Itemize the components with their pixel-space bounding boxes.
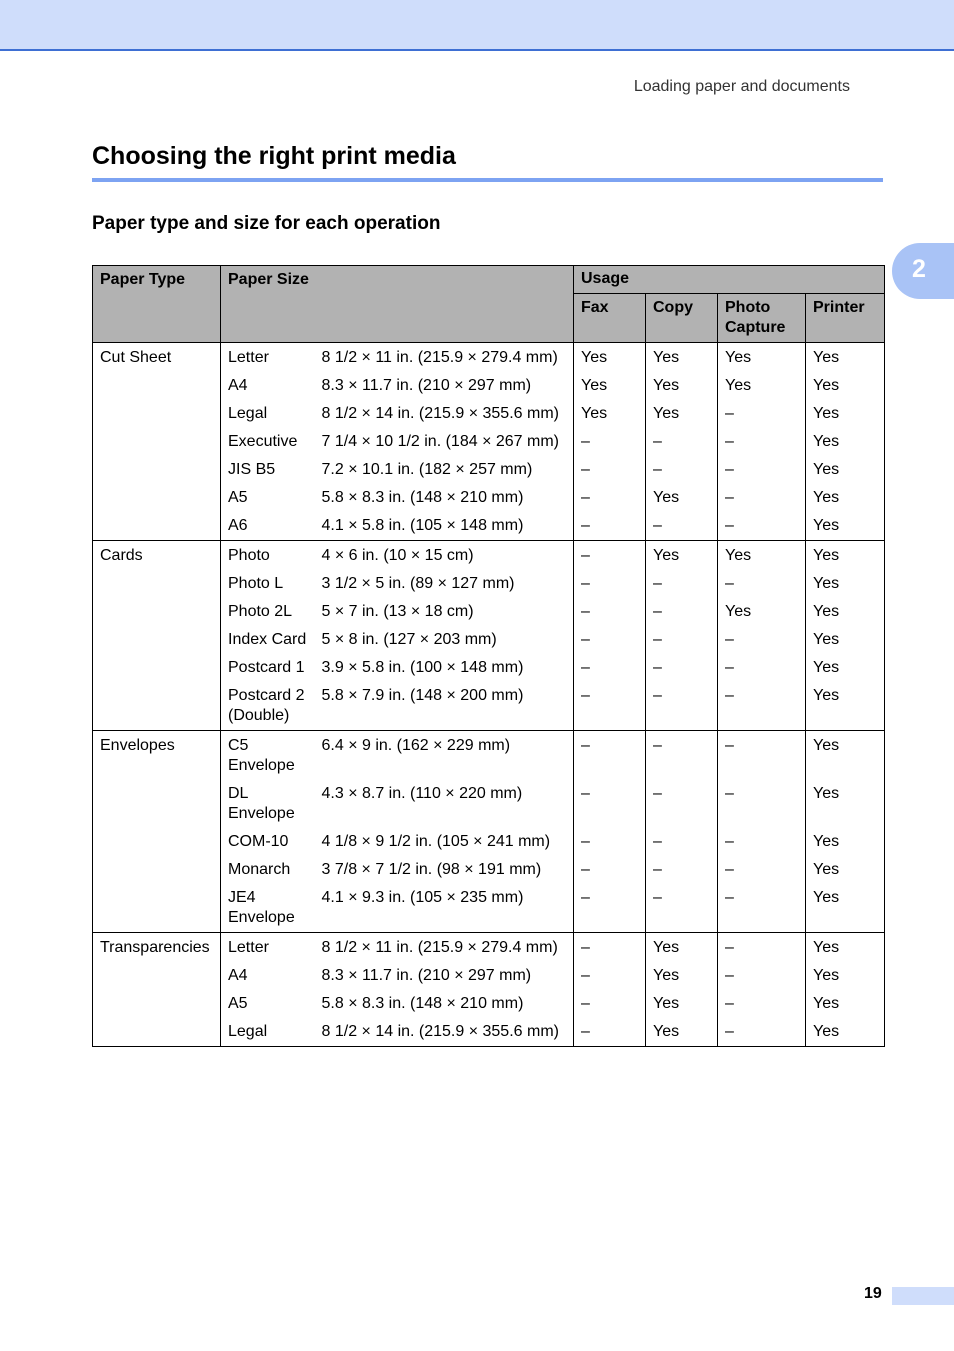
copy-usage: – bbox=[646, 828, 718, 856]
table-row bbox=[93, 933, 885, 963]
paper-name: Index Card bbox=[221, 626, 318, 654]
copy-usage: Yes bbox=[646, 343, 718, 373]
copy-usage: – bbox=[646, 654, 718, 682]
printer-usage: Yes bbox=[806, 400, 885, 428]
photo-capture-usage: – bbox=[718, 990, 806, 1018]
header-paper-type: Paper Type bbox=[93, 266, 221, 343]
paper-dimensions: 4 × 6 in. (10 × 15 cm) bbox=[318, 541, 574, 571]
paper-dimensions: 4.1 × 9.3 in. (105 × 235 mm) bbox=[318, 884, 574, 933]
paper-dimensions: 8 1/2 × 11 in. (215.9 × 279.4 mm) bbox=[318, 933, 574, 963]
photo-capture-usage: – bbox=[718, 780, 806, 828]
page-title: Choosing the right print media bbox=[92, 142, 456, 170]
copy-usage: – bbox=[646, 884, 718, 933]
copy-usage: – bbox=[646, 682, 718, 731]
printer-usage: Yes bbox=[806, 682, 885, 731]
photo-capture-usage: – bbox=[718, 428, 806, 456]
printer-usage: Yes bbox=[806, 512, 885, 541]
copy-usage: – bbox=[646, 731, 718, 781]
printer-usage: Yes bbox=[806, 598, 885, 626]
fax-usage: – bbox=[574, 541, 646, 571]
chapter-number: 2 bbox=[912, 255, 926, 283]
paper-name: JE4 Envelope bbox=[221, 884, 318, 933]
paper-name: A4 bbox=[221, 372, 318, 400]
paper-name: JIS B5 bbox=[221, 456, 318, 484]
printer-usage: Yes bbox=[806, 654, 885, 682]
paper-dimensions: 4.3 × 8.7 in. (110 × 220 mm) bbox=[318, 780, 574, 828]
fax-usage: – bbox=[574, 484, 646, 512]
paper-name: A5 bbox=[221, 990, 318, 1018]
header-photo-capture: Photo Capture bbox=[718, 294, 806, 343]
fax-usage: – bbox=[574, 990, 646, 1018]
paper-dimensions: 3.9 × 5.8 in. (100 × 148 mm) bbox=[318, 654, 574, 682]
fax-usage: – bbox=[574, 828, 646, 856]
photo-capture-usage: – bbox=[718, 484, 806, 512]
copy-usage: – bbox=[646, 570, 718, 598]
photo-capture-usage: – bbox=[718, 400, 806, 428]
paper-type-cell: Cut Sheet bbox=[93, 343, 221, 541]
copy-usage: – bbox=[646, 780, 718, 828]
photo-capture-usage: Yes bbox=[718, 372, 806, 400]
fax-usage: – bbox=[574, 780, 646, 828]
running-header: Loading paper and documents bbox=[633, 78, 850, 95]
paper-dimensions: 8.3 × 11.7 in. (210 × 297 mm) bbox=[318, 372, 574, 400]
printer-usage: Yes bbox=[806, 1018, 885, 1047]
paper-name: Photo L bbox=[221, 570, 318, 598]
fax-usage: – bbox=[574, 428, 646, 456]
copy-usage: Yes bbox=[646, 933, 718, 963]
paper-dimensions: 4 1/8 × 9 1/2 in. (105 × 241 mm) bbox=[318, 828, 574, 856]
fax-usage: – bbox=[574, 1018, 646, 1047]
header-copy: Copy bbox=[646, 294, 718, 343]
photo-capture-usage: – bbox=[718, 933, 806, 963]
printer-usage: Yes bbox=[806, 626, 885, 654]
paper-dimensions: 5 × 8 in. (127 × 203 mm) bbox=[318, 626, 574, 654]
paper-dimensions: 5.8 × 8.3 in. (148 × 210 mm) bbox=[318, 484, 574, 512]
photo-capture-usage: – bbox=[718, 626, 806, 654]
paper-name: Letter bbox=[221, 343, 318, 373]
printer-usage: Yes bbox=[806, 731, 885, 781]
paper-dimensions: 3 1/2 × 5 in. (89 × 127 mm) bbox=[318, 570, 574, 598]
section-title: Paper type and size for each operation bbox=[92, 213, 441, 234]
paper-dimensions: 7 1/4 × 10 1/2 in. (184 × 267 mm) bbox=[318, 428, 574, 456]
printer-usage: Yes bbox=[806, 372, 885, 400]
footer-bar bbox=[892, 1287, 954, 1305]
photo-capture-usage: Yes bbox=[718, 343, 806, 373]
paper-dimensions: 3 7/8 × 7 1/2 in. (98 × 191 mm) bbox=[318, 856, 574, 884]
photo-capture-usage: – bbox=[718, 570, 806, 598]
copy-usage: Yes bbox=[646, 541, 718, 571]
table-body bbox=[93, 343, 885, 1047]
copy-usage: – bbox=[646, 428, 718, 456]
paper-name: A5 bbox=[221, 484, 318, 512]
printer-usage: Yes bbox=[806, 884, 885, 933]
paper-dimensions: 5.8 × 8.3 in. (148 × 210 mm) bbox=[318, 990, 574, 1018]
paper-dimensions: 7.2 × 10.1 in. (182 × 257 mm) bbox=[318, 456, 574, 484]
printer-usage: Yes bbox=[806, 541, 885, 571]
paper-name: Photo 2L bbox=[221, 598, 318, 626]
photo-capture-usage: – bbox=[718, 1018, 806, 1047]
photo-capture-usage: – bbox=[718, 654, 806, 682]
paper-dimensions: 5 × 7 in. (13 × 18 cm) bbox=[318, 598, 574, 626]
photo-capture-usage: – bbox=[718, 828, 806, 856]
photo-capture-usage: – bbox=[718, 962, 806, 990]
fax-usage: – bbox=[574, 626, 646, 654]
printer-usage: Yes bbox=[806, 962, 885, 990]
copy-usage: Yes bbox=[646, 484, 718, 512]
table-row bbox=[93, 343, 885, 373]
copy-usage: Yes bbox=[646, 1018, 718, 1047]
fax-usage: Yes bbox=[574, 372, 646, 400]
fax-usage: – bbox=[574, 654, 646, 682]
paper-name: A6 bbox=[221, 512, 318, 541]
copy-usage: – bbox=[646, 856, 718, 884]
fax-usage: – bbox=[574, 512, 646, 541]
header-paper-size: Paper Size bbox=[221, 266, 574, 343]
paper-name: COM-10 bbox=[221, 828, 318, 856]
paper-dimensions: 8 1/2 × 14 in. (215.9 × 355.6 mm) bbox=[318, 400, 574, 428]
copy-usage: – bbox=[646, 598, 718, 626]
fax-usage: – bbox=[574, 933, 646, 963]
page-number: 19 bbox=[864, 1285, 882, 1302]
paper-type-cell: Envelopes bbox=[93, 731, 221, 933]
paper-name: DL Envelope bbox=[221, 780, 318, 828]
paper-name: Photo bbox=[221, 541, 318, 571]
fax-usage: – bbox=[574, 962, 646, 990]
printer-usage: Yes bbox=[806, 856, 885, 884]
photo-capture-usage: – bbox=[718, 856, 806, 884]
paper-name: Postcard 1 bbox=[221, 654, 318, 682]
paper-name: Legal bbox=[221, 400, 318, 428]
fax-usage: – bbox=[574, 884, 646, 933]
photo-capture-usage: Yes bbox=[718, 541, 806, 571]
table-row bbox=[93, 541, 885, 571]
paper-type-size-table bbox=[92, 265, 885, 1047]
paper-dimensions: 8 1/2 × 11 in. (215.9 × 279.4 mm) bbox=[318, 343, 574, 373]
printer-usage: Yes bbox=[806, 484, 885, 512]
photo-capture-usage: Yes bbox=[718, 598, 806, 626]
photo-capture-usage: – bbox=[718, 884, 806, 933]
printer-usage: Yes bbox=[806, 828, 885, 856]
paper-name: Postcard 2 (Double) bbox=[221, 682, 318, 731]
paper-name: A4 bbox=[221, 962, 318, 990]
paper-dimensions: 4.1 × 5.8 in. (105 × 148 mm) bbox=[318, 512, 574, 541]
fax-usage: – bbox=[574, 456, 646, 484]
paper-dimensions: 5.8 × 7.9 in. (148 × 200 mm) bbox=[318, 682, 574, 731]
paper-name: C5 Envelope bbox=[221, 731, 318, 781]
fax-usage: – bbox=[574, 598, 646, 626]
photo-capture-usage: – bbox=[718, 731, 806, 781]
fax-usage: – bbox=[574, 731, 646, 781]
fax-usage: Yes bbox=[574, 343, 646, 373]
copy-usage: Yes bbox=[646, 400, 718, 428]
paper-name: Legal bbox=[221, 1018, 318, 1047]
table-header-row bbox=[93, 266, 885, 294]
copy-usage: – bbox=[646, 456, 718, 484]
paper-dimensions: 8 1/2 × 14 in. (215.9 × 355.6 mm) bbox=[318, 1018, 574, 1047]
paper-name: Letter bbox=[221, 933, 318, 963]
printer-usage: Yes bbox=[806, 933, 885, 963]
printer-usage: Yes bbox=[806, 343, 885, 373]
paper-type-cell: Cards bbox=[93, 541, 221, 731]
copy-usage: – bbox=[646, 626, 718, 654]
header-printer: Printer bbox=[806, 294, 885, 343]
photo-capture-usage: – bbox=[718, 456, 806, 484]
printer-usage: Yes bbox=[806, 456, 885, 484]
fax-usage: – bbox=[574, 570, 646, 598]
header-fax: Fax bbox=[574, 294, 646, 343]
title-underline bbox=[92, 178, 883, 182]
photo-capture-usage: – bbox=[718, 512, 806, 541]
copy-usage: – bbox=[646, 512, 718, 541]
copy-usage: Yes bbox=[646, 372, 718, 400]
printer-usage: Yes bbox=[806, 990, 885, 1018]
fax-usage: – bbox=[574, 682, 646, 731]
top-header-band bbox=[0, 0, 954, 51]
printer-usage: Yes bbox=[806, 570, 885, 598]
paper-name: Executive bbox=[221, 428, 318, 456]
paper-dimensions: 8.3 × 11.7 in. (210 × 297 mm) bbox=[318, 962, 574, 990]
paper-type-cell: Transparencies bbox=[93, 933, 221, 1047]
chapter-tab bbox=[892, 243, 954, 299]
paper-name: Monarch bbox=[221, 856, 318, 884]
fax-usage: – bbox=[574, 856, 646, 884]
copy-usage: Yes bbox=[646, 990, 718, 1018]
table-row bbox=[93, 731, 885, 781]
photo-capture-usage: – bbox=[718, 682, 806, 731]
printer-usage: Yes bbox=[806, 780, 885, 828]
fax-usage: Yes bbox=[574, 400, 646, 428]
copy-usage: Yes bbox=[646, 962, 718, 990]
printer-usage: Yes bbox=[806, 428, 885, 456]
paper-dimensions: 6.4 × 9 in. (162 × 229 mm) bbox=[318, 731, 574, 781]
header-usage: Usage bbox=[574, 266, 885, 294]
